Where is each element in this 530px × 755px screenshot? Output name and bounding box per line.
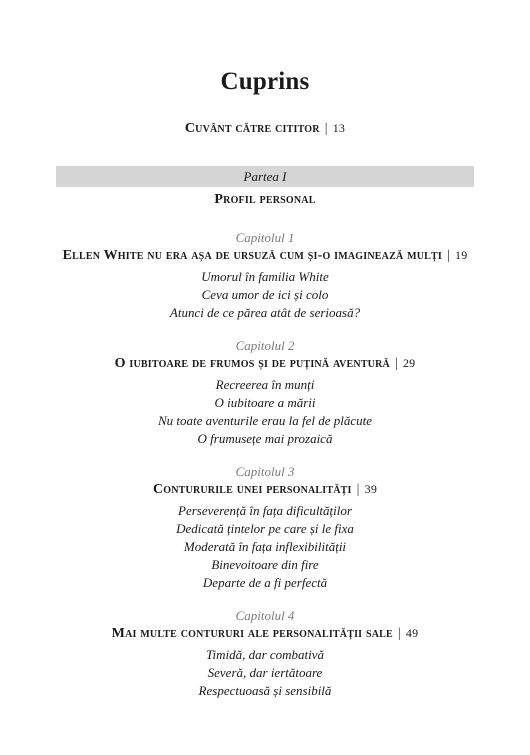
- chapter-page-number: 29: [402, 356, 416, 370]
- page-separator: |: [356, 482, 360, 497]
- chapter-entry[interactable]: [0, 248, 530, 264]
- chapter-label: Capitolul 3: [235, 464, 295, 479]
- foreword-page-number: 13: [332, 121, 346, 135]
- section-entry: Respectuoasă și sensibilă: [198, 683, 332, 698]
- section-entry: Perseverență în fața dificultăților: [178, 503, 352, 518]
- section-entry: O frumusețe mai prozaică: [197, 431, 333, 446]
- foreword-entry[interactable]: [0, 121, 530, 137]
- page-separator: |: [397, 626, 401, 641]
- section-entry: O iubitoare a mării: [214, 395, 316, 410]
- section-entry: Departe de a fi perfectă: [202, 575, 328, 590]
- chapter-title: Mai multe contururi ale personalității sale: [111, 626, 393, 641]
- chapter-page-number: 49: [405, 626, 419, 640]
- chapter-entry[interactable]: [0, 482, 530, 498]
- chapter-label: Capitolul 2: [235, 338, 295, 353]
- chapter-title: O iubitoare de frumos și de puțină aventură: [114, 356, 390, 371]
- section-entry: Severă, dar iertătoare: [207, 665, 323, 680]
- page-separator: |: [394, 356, 398, 371]
- chapter-page-number: 39: [364, 482, 378, 496]
- chapter-entry[interactable]: [0, 356, 530, 372]
- section-entry: Binevoitoare din fire: [211, 557, 319, 572]
- section-entry: Atunci de ce părea atât de serioasă?: [169, 305, 361, 320]
- page-title: Cuprins: [220, 68, 310, 95]
- part-label: Partea I: [243, 169, 287, 184]
- part-title: Profil personal: [214, 192, 316, 207]
- chapter-title: Ellen White nu era așa de ursuză cum și-o imaginează mulți: [62, 248, 442, 263]
- section-entry: Recreerea în munți: [215, 377, 315, 392]
- section-entry: Ceva umor de ici și colo: [201, 287, 329, 302]
- page-separator: |: [446, 248, 450, 263]
- section-entry: Timidă, dar combativă: [205, 647, 325, 662]
- foreword-title: Cuvânt către cititor: [184, 121, 320, 136]
- section-entry: Nu toate aventurile erau la fel de plăcute: [157, 413, 373, 428]
- part-label-bar: [56, 166, 474, 187]
- section-entry: Umorul în familia White: [201, 269, 329, 284]
- chapter-label: Capitolul 1: [235, 230, 295, 245]
- page-separator: |: [324, 121, 328, 136]
- chapter-entry[interactable]: [0, 626, 530, 642]
- section-entry: Dedicată țintelor pe care și le fixa: [176, 521, 354, 536]
- chapter-label: Capitolul 4: [235, 608, 295, 623]
- chapter-page-number: 19: [455, 248, 468, 262]
- section-entry: Moderată în fața inflexibilității: [183, 539, 347, 554]
- chapter-title: Contururile unei personalități: [152, 482, 352, 497]
